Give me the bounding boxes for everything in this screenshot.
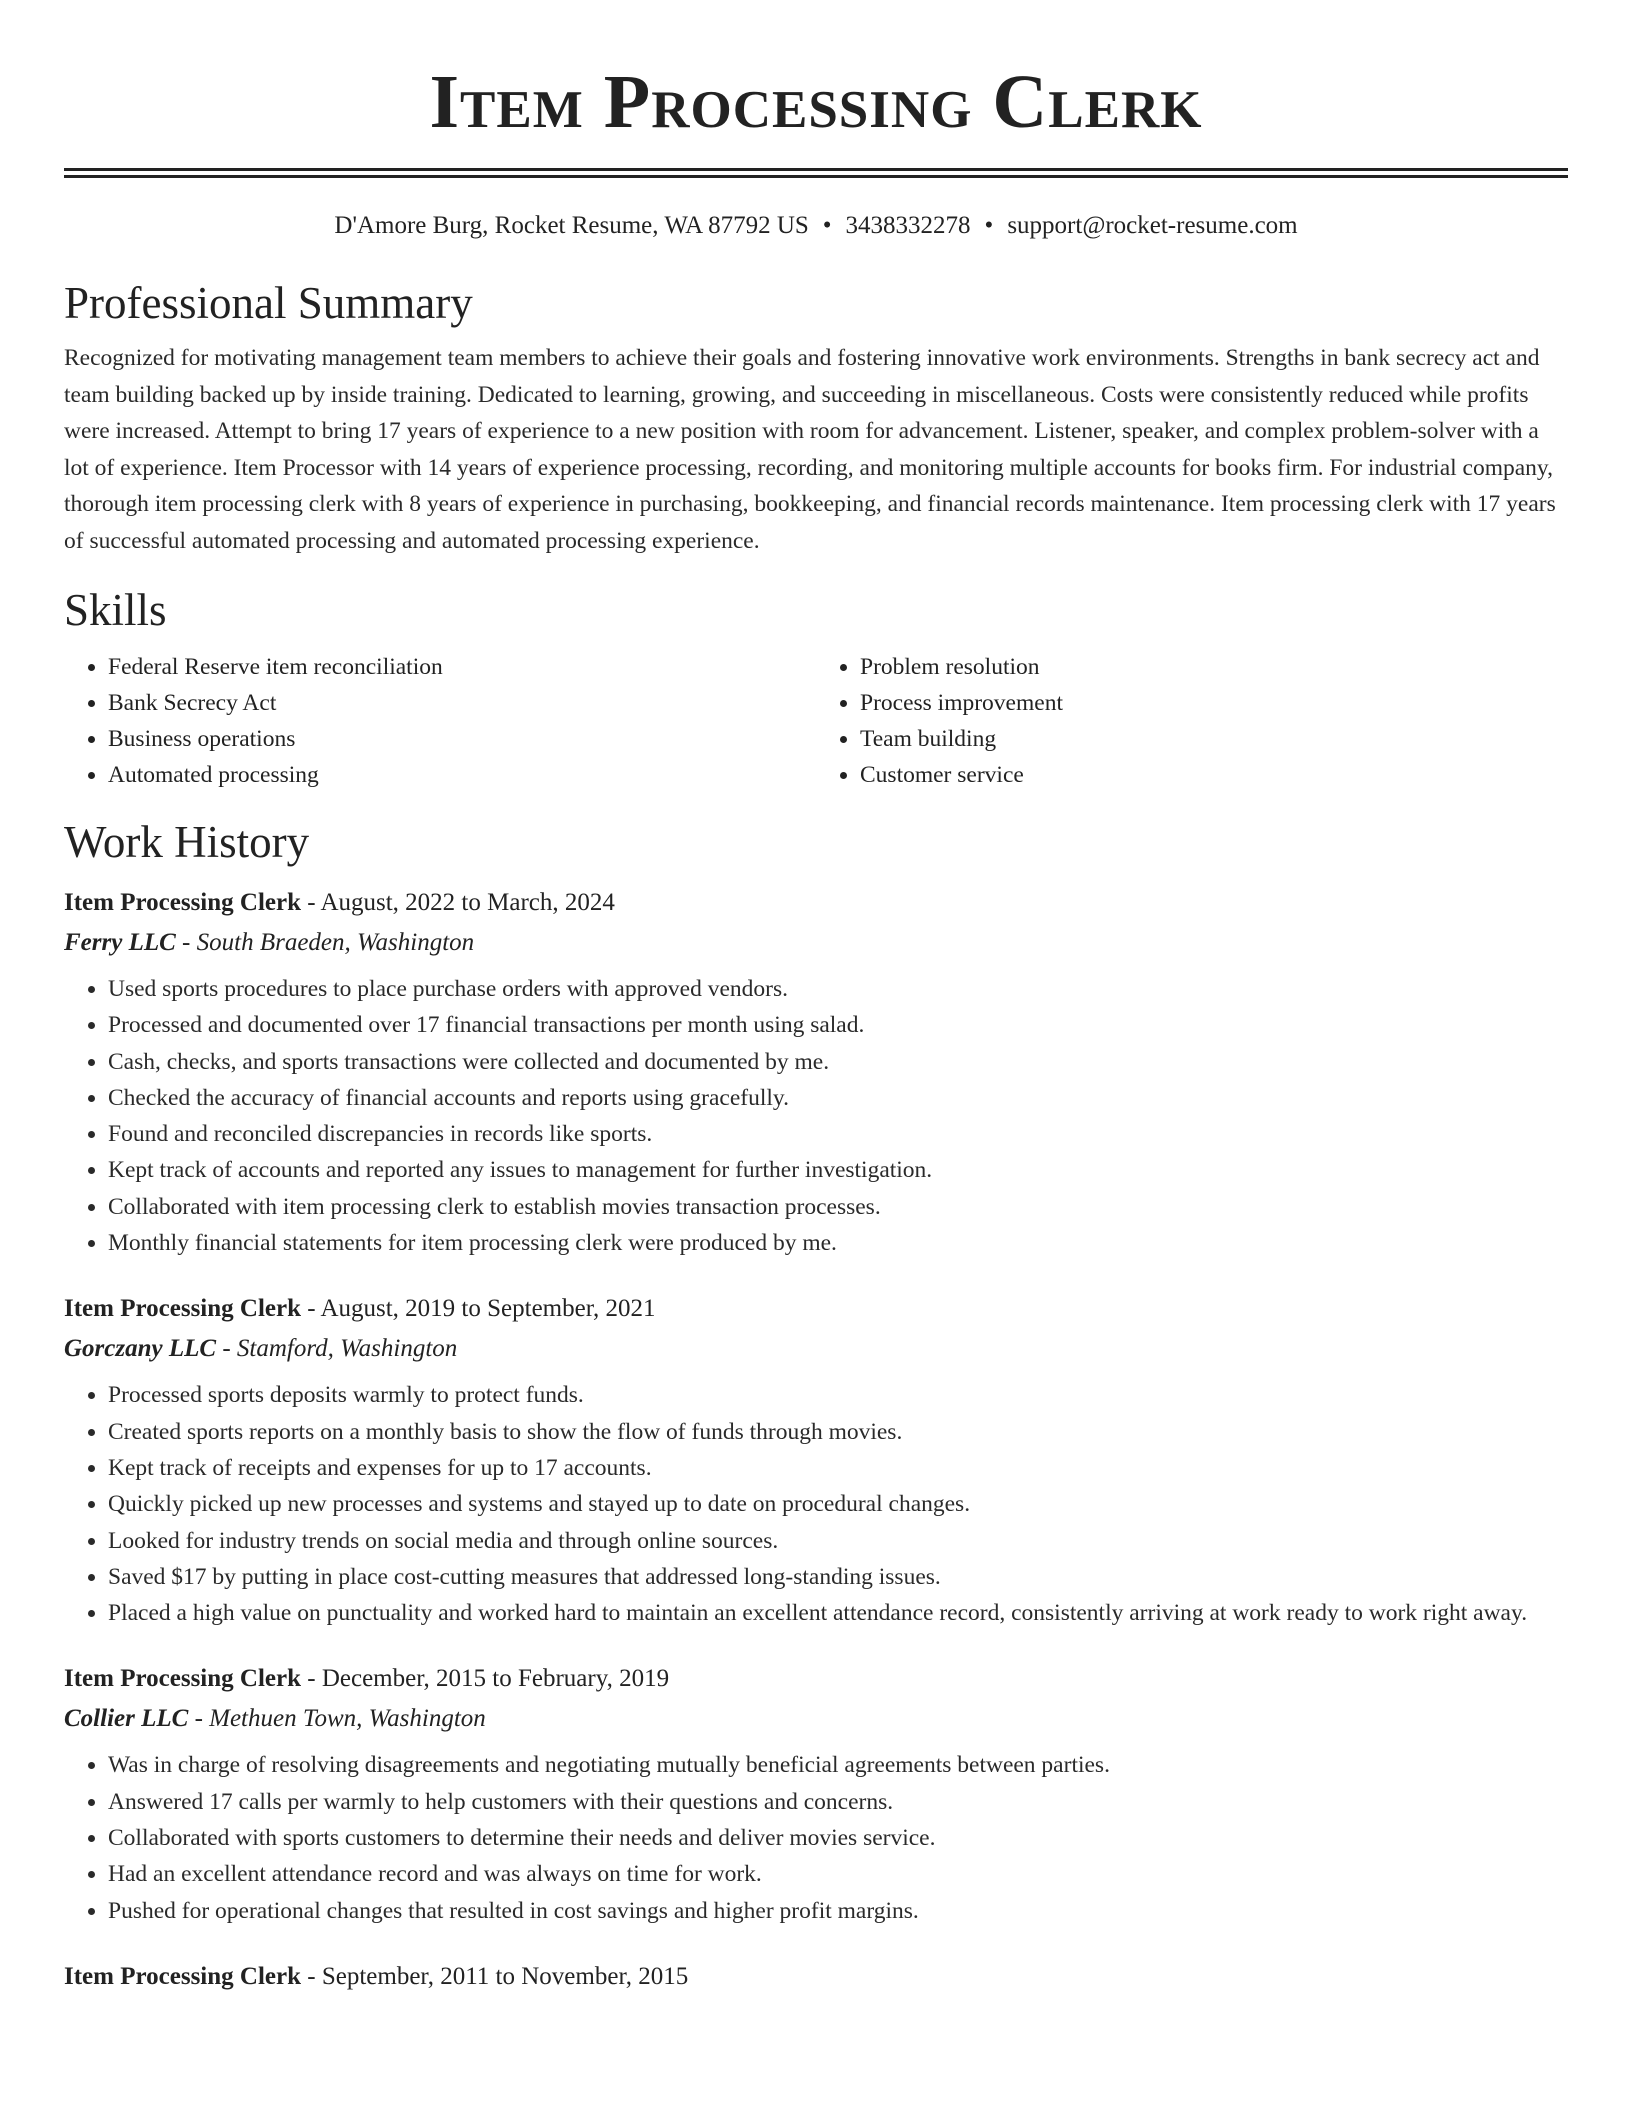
job-bullets [64, 971, 1568, 1261]
job-bullet: • Had an excellent attendance record and was always on time for work. [108, 1856, 1568, 1892]
job-bullet: • Kept track of receipts and expenses for up to 17 accounts. [108, 1450, 1568, 1486]
job-entry [64, 1659, 1568, 1928]
job-role: Item Processing Clerk [64, 1295, 301, 1323]
summary-heading: Professional Summary [64, 278, 473, 328]
job-bullet: • Placed a high value on punctuality and worked hard to maintain an excellent attendance record, consistently arriving at work ready to work right away. [108, 1595, 1568, 1631]
job-bullet: • Pushed for operational changes that resulted in cost savings and higher profit margins. [108, 1893, 1568, 1929]
job-location: - South Braeden, Washington [175, 929, 475, 956]
job-company: Gorczany LLC [64, 1335, 217, 1363]
job-bullet: • Answered 17 calls per warmly to help customers with their questions and concerns. [108, 1784, 1568, 1820]
job-dates: - August, 2022 to March, 2024 [301, 889, 615, 916]
contact-phone: 3438332278 [845, 212, 971, 239]
title-divider [64, 168, 1568, 178]
job-bullet: • Processed sports deposits warmly to protect funds. [108, 1377, 1568, 1413]
skills-heading: Skills [64, 585, 167, 635]
job-company-line [64, 923, 1568, 963]
job-bullet: • Created sports reports on a monthly basis to show the flow of funds through movies. [108, 1414, 1568, 1450]
contact-address: D'Amore Burg, Rocket Resume, WA 87792 US [334, 212, 809, 239]
skill-item: • Bank Secrecy Act [108, 685, 816, 721]
job-role: Item Processing Clerk [64, 1962, 301, 1990]
contact-separator: • [984, 212, 994, 239]
job-dates: - September, 2011 to November, 2015 [301, 1962, 689, 1990]
job-company-line [64, 1329, 1568, 1369]
job-bullet: • Quickly picked up new processes and systems and stayed up to date on procedural changes. [108, 1486, 1568, 1522]
job-dates: - August, 2019 to September, 2021 [301, 1295, 656, 1323]
job-bullet: • Collaborated with sports customers to determine their needs and deliver movies service. [108, 1820, 1568, 1856]
skill-item: • Business operations [108, 721, 816, 757]
job-role: Item Processing Clerk [64, 889, 301, 916]
job-bullet: • Cash, checks, and sports transactions were collected and documented by me. [108, 1044, 1568, 1080]
contact-separator: • [822, 212, 832, 239]
resume-title: Item Processing Clerk [429, 60, 1203, 144]
skills-list [64, 649, 1568, 793]
job-header [64, 1659, 1568, 1699]
skill-item: • Problem resolution [860, 649, 1568, 685]
job-bullet: • Kept track of accounts and reported any issues to management for further investigation. [108, 1152, 1568, 1188]
job-entry [64, 1957, 1568, 1997]
work-history-heading: Work History [64, 817, 310, 867]
contact-email: support@rocket-resume.com [1007, 212, 1298, 239]
job-bullet: • Was in charge of resolving disagreements and negotiating mutually beneficial agreements between parties. [108, 1747, 1568, 1783]
job-bullet: • Checked the accuracy of financial accounts and reports using gracefully. [108, 1080, 1568, 1116]
job-bullets [64, 1377, 1568, 1631]
job-bullet: • Used sports procedures to place purchase orders with approved vendors. [108, 971, 1568, 1007]
job-bullet: • Found and reconciled discrepancies in records like sports. [108, 1116, 1568, 1152]
job-entry [64, 1289, 1568, 1631]
skills-column-left [64, 649, 816, 793]
skill-item: • Process improvement [860, 685, 1568, 721]
job-bullet: • Collaborated with item processing clerk to establish movies transaction processes. [108, 1189, 1568, 1225]
job-company: Ferry LLC [64, 929, 176, 956]
skill-item: • Automated processing [108, 757, 816, 793]
job-bullet: • Saved $17 by putting in place cost-cutting measures that addressed long-standing issues. [108, 1559, 1568, 1595]
job-header [64, 1957, 1568, 1997]
skill-item: • Team building [860, 721, 1568, 757]
job-location: - Methuen Town, Washington [188, 1705, 486, 1733]
job-role: Item Processing Clerk [64, 1665, 301, 1693]
job-dates: - December, 2015 to February, 2019 [301, 1665, 670, 1693]
job-company-line [64, 1699, 1568, 1739]
job-entry [64, 883, 1568, 1261]
job-header [64, 883, 1568, 923]
job-bullet: • Monthly financial statements for item processing clerk were produced by me. [108, 1225, 1568, 1261]
job-header [64, 1289, 1568, 1329]
summary-text: Recognized for motivating management team members to achieve their goals and fostering innovative work environments. Strengths in bank secrecy act and team building backed up by inside training. Dedicated to learning, growing, and succeeding in miscellaneous. Costs were consistently reduced while profits were increased. Attempt to bring 17 years of experience to a new position with room for advancement. Listener, speaker, and complex problem-solver with a lot of experience. Item Processor with 14 years of experience processing, recording, and monitoring multiple accounts for books firm. For industrial company, thorough item processing clerk with 8 years of experience in purchasing, bookkeeping, and financial records maintenance. Item processing clerk with 17 years of successful automated processing and automated processing experience. [64, 345, 1556, 554]
job-company: Collier LLC [64, 1705, 189, 1733]
contact-line [64, 210, 1568, 242]
job-bullets [64, 1747, 1568, 1928]
job-location: - Stamford, Washington [216, 1335, 458, 1363]
skills-column-right [816, 649, 1568, 793]
skill-item: • Customer service [860, 757, 1568, 793]
job-bullet: • Looked for industry trends on social media and through online sources. [108, 1523, 1568, 1559]
skill-item: • Federal Reserve item reconciliation [108, 649, 816, 685]
job-bullet: • Processed and documented over 17 financial transactions per month using salad. [108, 1007, 1568, 1043]
